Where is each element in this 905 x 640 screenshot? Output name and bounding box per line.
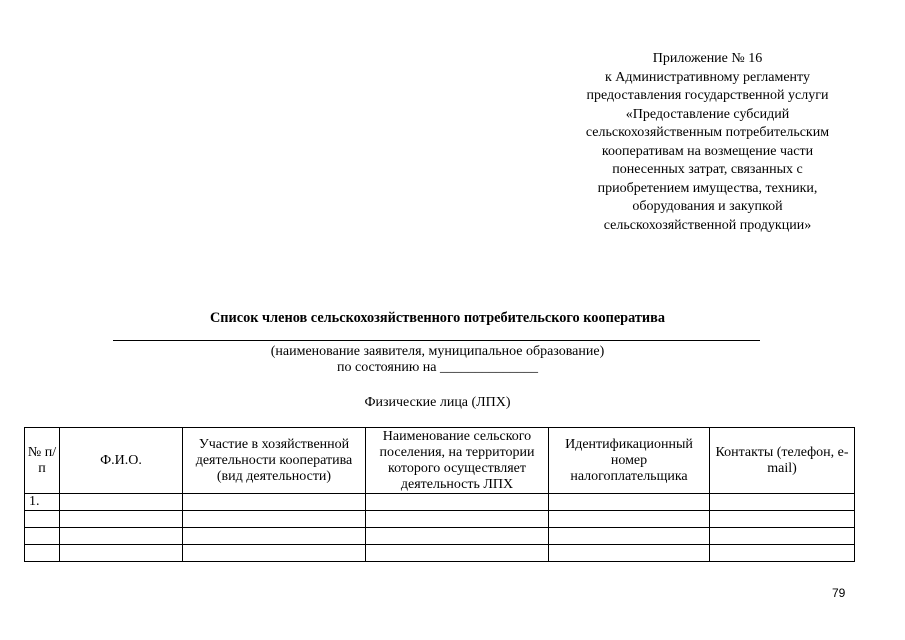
table-cell: [25, 511, 60, 528]
table-cell: [710, 511, 855, 528]
table-cell: [549, 545, 710, 562]
column-header-inn: Идентификационный номер налогоплательщика: [549, 428, 710, 494]
appendix-line: оборудования и закупкой: [632, 199, 783, 214]
table-cell: [183, 511, 366, 528]
table-cell: [183, 494, 366, 511]
table-cell: [183, 545, 366, 562]
appendix-line: предоставления государственной услуги: [586, 88, 829, 103]
table-cell: [60, 511, 183, 528]
table-header-row: [25, 428, 855, 494]
appendix-line: сельскохозяйственным потребительским: [585, 125, 830, 140]
table-cell: [25, 528, 60, 545]
column-header-settlement: Наименование сельского поселения, на территории которого осуществляет деятельность ЛПХ: [366, 428, 549, 494]
applicant-name-line: [113, 340, 760, 341]
table-cell: [60, 494, 183, 511]
table-cell: [60, 545, 183, 562]
table-cell: [183, 528, 366, 545]
table-row: [25, 511, 855, 528]
table-cell: [60, 528, 183, 545]
table-cell: [549, 528, 710, 545]
table-cell: [366, 494, 549, 511]
table-cell: [366, 528, 549, 545]
table-cell: [549, 494, 710, 511]
column-header-contacts: Контакты (телефон, e-mail): [710, 428, 855, 494]
appendix-note: [560, 50, 855, 235]
table-row: [25, 545, 855, 562]
members-table: [24, 427, 855, 562]
table-cell: 1.: [25, 494, 60, 511]
appendix-line: Приложение № 16: [652, 51, 763, 66]
page-number: 79: [832, 586, 846, 600]
table-cell: [710, 494, 855, 511]
column-header-participation: Участие в хозяйственной деятельности кооператива (вид деятельности): [183, 428, 366, 494]
column-header-number: № п/п: [25, 428, 60, 494]
table-cell: [25, 545, 60, 562]
column-header-full-name: Ф.И.О.: [60, 428, 183, 494]
appendix-line: понесенных затрат, связанных с: [612, 162, 803, 177]
as-of-date: по состоянию на ______________: [336, 360, 539, 375]
appendix-line: к Административному регламенту: [605, 69, 810, 85]
appendix-line: приобретением имущества, техники,: [597, 180, 818, 196]
table-cell: [549, 511, 710, 528]
section-heading: Физические лица (ЛПХ): [364, 395, 511, 410]
appendix-line: сельскохозяйственной продукции»: [603, 217, 812, 233]
table-cell: [366, 545, 549, 562]
document-title: Список членов сельскохозяйственного потребительского кооператива: [209, 310, 666, 326]
table-row: [25, 528, 855, 545]
table-row: [25, 494, 855, 511]
table-cell: [710, 545, 855, 562]
appendix-line: кооперативам на возмещение части: [601, 143, 814, 159]
table-cell: [710, 528, 855, 545]
applicant-caption: (наименование заявителя, муниципальное образование): [270, 344, 605, 359]
table-cell: [366, 511, 549, 528]
appendix-line: «Предоставление субсидий: [625, 106, 790, 122]
